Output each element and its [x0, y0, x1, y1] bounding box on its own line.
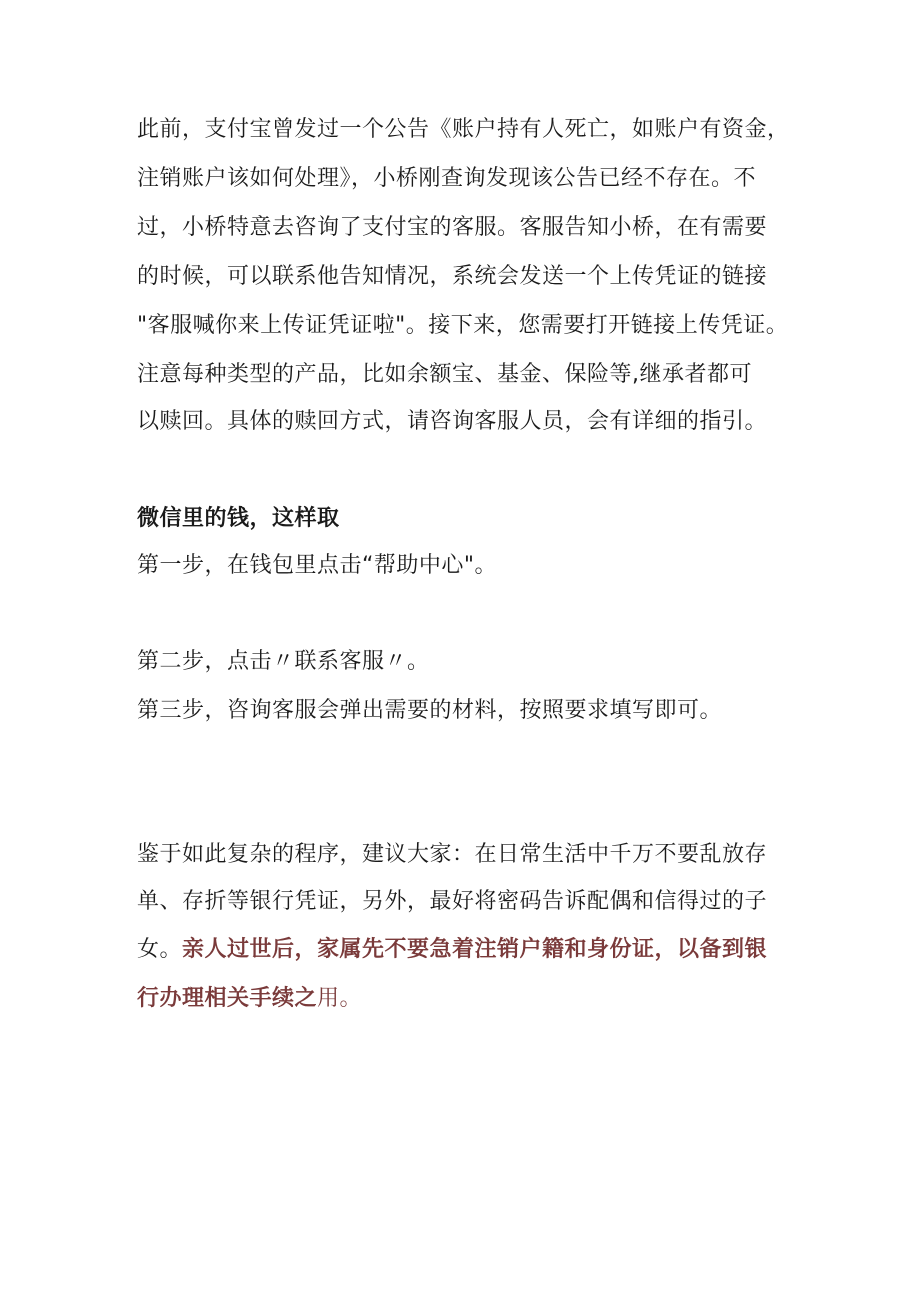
wechat-heading: 微信里的钱，这样取: [137, 506, 340, 531]
paragraph1-line-6: 注意每种类型的产品，比如余额宝、基金、保险等,继承者都可: [137, 362, 752, 387]
wechat-step-1: 第一步，在钱包里点击“帮助中心"。: [137, 553, 498, 578]
advice-line-4-highlight: 行办理相关手续之: [137, 986, 318, 1011]
paragraph1-line-7: 以赎回。具体的赎回方式，请咨询客服人员，会有详细的指引。: [137, 409, 768, 434]
advice-line-3: [137, 935, 767, 965]
wechat-step-2: 第二步，点击〃联系客服〃。: [137, 649, 430, 674]
paragraph1-line-2: 注销账户该如何处理》，小桥刚查询发现该公告已经不存在。不: [137, 166, 757, 191]
paragraph1-line-4: 的时候，可以联系他告知情况，系统会发送一个上传凭证的链接: [137, 264, 768, 289]
paragraph1-line-3: 过，小桥特意去咨询了支付宝的客服。客服告知小桥，在有需要: [137, 215, 768, 240]
advice-line-3-plain: 女。: [137, 937, 183, 962]
wechat-step-3: 第三步，咨询客服会弹出需要的材料，按照要求填写即可。: [137, 698, 723, 723]
paragraph1-line-1: 此前，支付宝曾发过一个公告《账户持有人死亡，如账户有资金，: [137, 117, 790, 142]
advice-line-3-highlight: 亲人过世后，家属先不要急着注销户籍和身份证，以备到银: [182, 937, 768, 962]
advice-line-4-tail: 用。: [317, 986, 363, 1011]
advice-line-4: [137, 984, 362, 1014]
advice-line-2: 单、存折等银行凭证，另外，最好将密码告诉配偶和信得过的子: [137, 889, 768, 914]
paragraph1-line-5: "客服喊你来上传证凭证啦"。接下来，您需要打开链接上传凭证。: [137, 313, 789, 338]
advice-line-1: 鉴于如此复杂的程序，建议大家：在日常生活中千万不要乱放存: [137, 842, 768, 867]
